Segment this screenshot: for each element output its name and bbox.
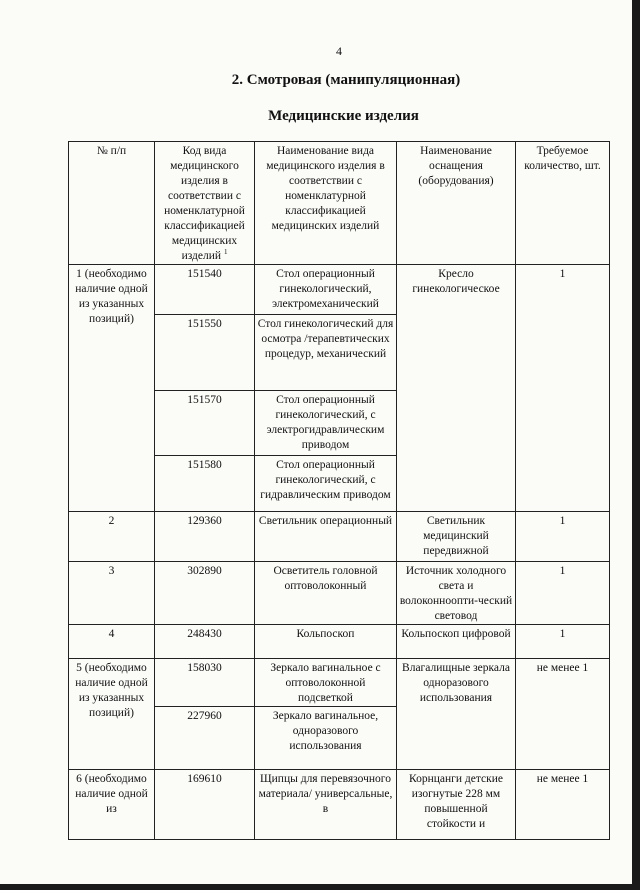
- row-name: Стол операционный гинекологический, с электрогидравлическим приводом: [255, 391, 397, 456]
- row-name: Стол операционный гинекологический, электромеханический: [255, 265, 397, 315]
- row-code: 169610: [155, 770, 255, 840]
- header-qty: [516, 142, 610, 265]
- row-name: Светильник операционный: [255, 512, 397, 562]
- row-code: 129360: [155, 512, 255, 562]
- row-name: Зеркало вагинальное, одноразового использования: [255, 707, 397, 770]
- header-num: [69, 142, 155, 265]
- table-header-row: [69, 142, 610, 265]
- table-row: [69, 562, 610, 625]
- row-code: 227960: [155, 707, 255, 770]
- table-row: [69, 625, 610, 659]
- row-qty: не менее 1: [516, 659, 610, 770]
- header-equip: [397, 142, 516, 265]
- header-name: [255, 142, 397, 265]
- row-num: 2: [69, 512, 155, 562]
- row-num: 1 (необходимо наличие одной из указанных позиций): [69, 265, 155, 512]
- table-row: [69, 659, 610, 707]
- row-name: Щипцы для перевязочного материала/ универсальные, в: [255, 770, 397, 840]
- header-code: [155, 142, 255, 265]
- page-number: 4: [336, 44, 342, 58]
- row-qty: 1: [516, 625, 610, 659]
- header-equip-text: Наименование оснащения (оборудования): [418, 145, 494, 187]
- table-row: [69, 770, 610, 840]
- row-num: 3: [69, 562, 155, 625]
- row-code: 151550: [155, 315, 255, 391]
- row-equip: Кресло гинекологическое: [397, 265, 516, 512]
- row-qty: 1: [516, 512, 610, 562]
- row-name: Осветитель головной оптоволоконный: [255, 562, 397, 625]
- row-equip: Влагалищные зеркала одноразового использования: [397, 659, 516, 770]
- row-qty: не менее 1: [516, 770, 610, 840]
- row-code: 151580: [155, 456, 255, 512]
- table-row: [69, 512, 610, 562]
- row-code: 158030: [155, 659, 255, 707]
- row-num: 6 (необходимо наличие одной из: [69, 770, 155, 840]
- row-name: Стол операционный гинекологический, с гидравлическим приводом: [255, 456, 397, 512]
- row-code: 151570: [155, 391, 255, 456]
- row-name: Зеркало вагинальное с оптоволоконной подсветкой: [255, 659, 397, 707]
- row-code: 248430: [155, 625, 255, 659]
- table-row: [69, 265, 610, 315]
- header-qty-text: Требуемое количество, шт.: [524, 145, 601, 172]
- row-qty: 1: [516, 265, 610, 512]
- medical-devices-table: [68, 141, 610, 840]
- row-num: 4: [69, 625, 155, 659]
- row-equip: Корнцанги детские изогнутые 228 мм повышенной стойкости и: [397, 770, 516, 840]
- header-num-text: № п/п: [96, 145, 127, 157]
- row-code: 302890: [155, 562, 255, 625]
- section-title: 2. Смотровая (манипуляционная): [231, 72, 461, 88]
- row-name: Кольпоскоп: [255, 625, 397, 659]
- footnote-marker: 1: [223, 248, 228, 257]
- row-equip: Источник холодного света и волоконноопти-ческий световод: [397, 562, 516, 625]
- row-code: 151540: [155, 265, 255, 315]
- header-code-text: Код вида медицинского изделия в соответствии с номенклатурной классификацией медицинских изделий: [164, 145, 245, 262]
- row-equip: Светильник медицинский передвижной: [397, 512, 516, 562]
- row-equip: Кольпоскоп цифровой: [397, 625, 516, 659]
- header-name-text: Наименование вида медицинского изделия в соответствии с номенклатурной классификацией медицинских изделий: [266, 145, 385, 232]
- row-qty: 1: [516, 562, 610, 625]
- row-name: Стол гинекологический для осмотра /терапевтических процедур, механический: [255, 315, 397, 391]
- row-num: 5 (необходимо наличие одной из указанных позиций): [69, 659, 155, 770]
- subsection-title: Медицинские изделия: [268, 108, 419, 124]
